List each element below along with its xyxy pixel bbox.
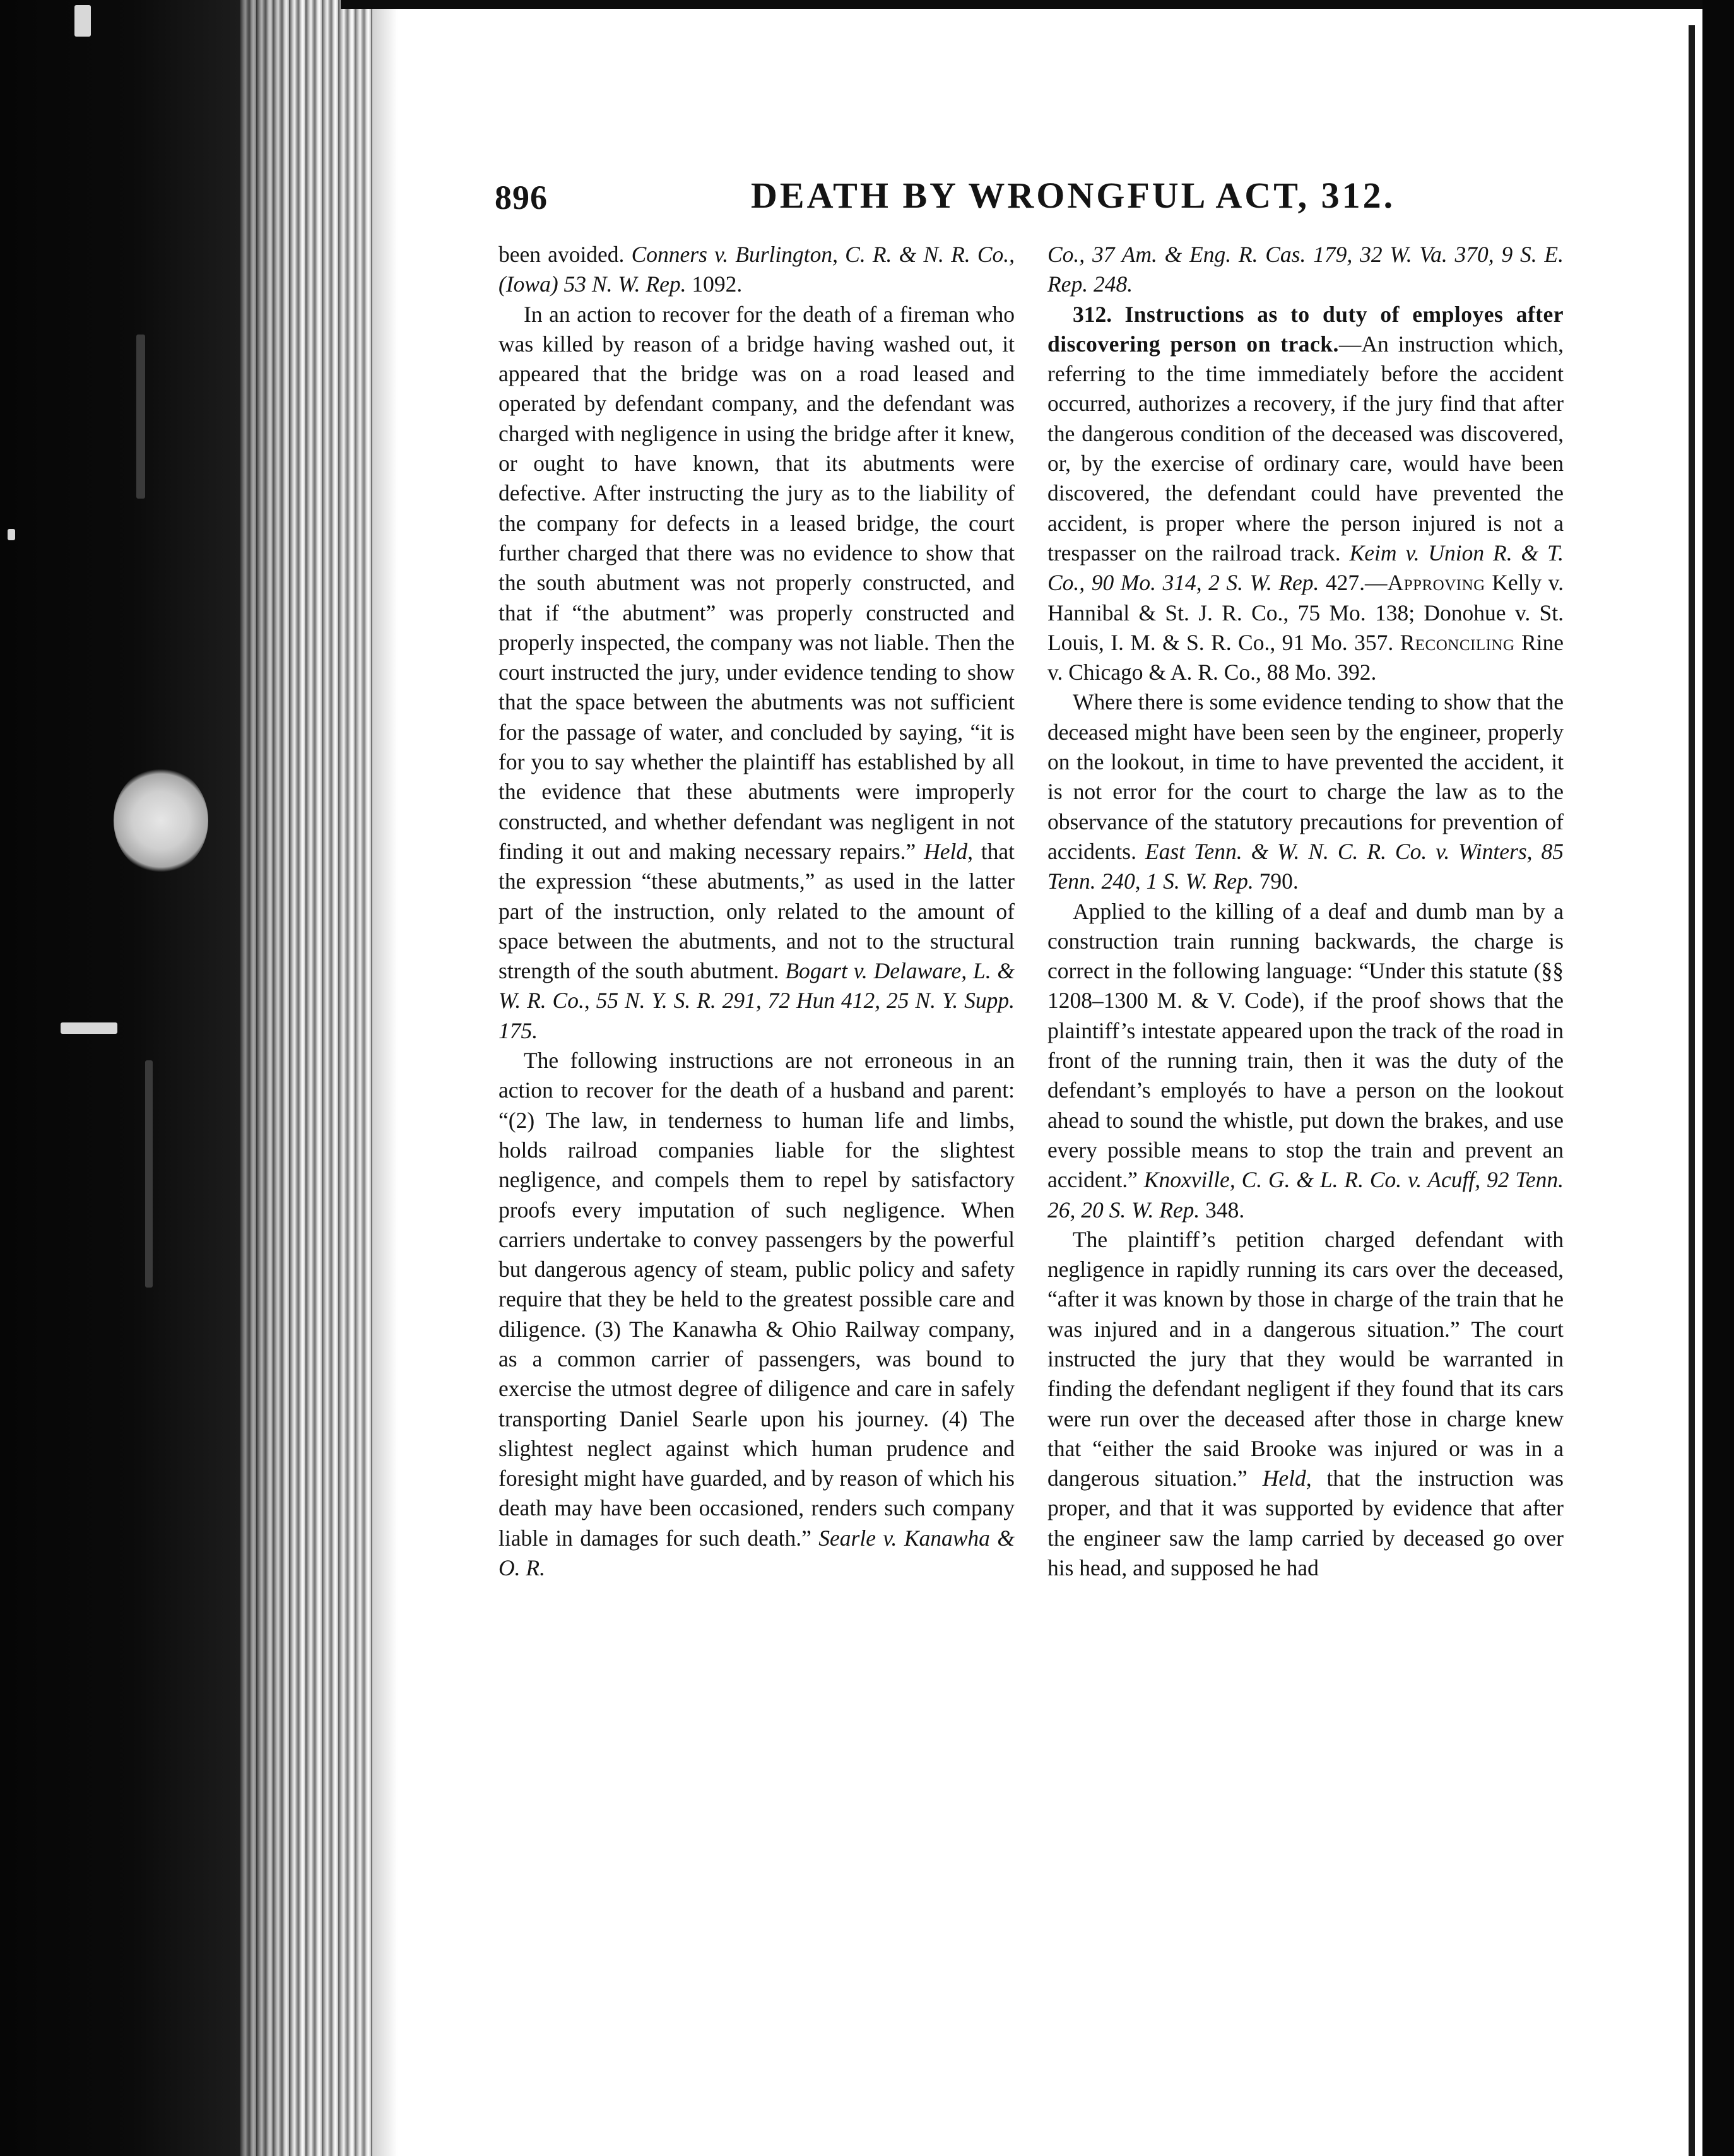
gutter-shadow	[372, 0, 398, 2156]
paragraph	[498, 300, 1015, 1046]
scan-speck	[74, 5, 91, 37]
paragraph-text: Where there is some evidence tending to show that the deceased might have been seen by the engineer, properly on the lookout, in time to have prevented the accident, it is not error for the court to charge the law as to the observance of the statutory precautions for prevention of accidents.	[1047, 689, 1564, 864]
case-citation: Bogart v. Delaware, L. & W. R. Co., 55 N. Y. S. R. 291, 72 Hun 412, 25 N. Y. Supp. 175.	[498, 958, 1015, 1043]
left-column	[498, 240, 1015, 1583]
case-citation: Searle v. Kanawha & O. R.	[498, 1525, 1015, 1581]
held-label: Held,	[924, 838, 973, 864]
top-border	[341, 0, 1734, 9]
right-column	[1047, 240, 1564, 1583]
case-citation: Co., 37 Am. & Eng. R. Cas. 179, 32 W. Va. 370, 9 S. E. Rep. 248.	[1047, 242, 1564, 297]
page-number: 896	[495, 179, 548, 216]
scan-speck	[61, 1022, 117, 1034]
paragraph-text: 790.	[1253, 868, 1299, 894]
paragraph-text: In an action to recover for the death of a fireman who was killed by reason of a bridge having washed out, it appeared that the bridge was on a road leased and operated by defendant company, and the defendant was charged with negligence in using the bridge after it knew, or ought to have known, that its abutments were defective. After instructing the jury as to the liability of the company for defects in a leased bridge, the court further charged that there was no evidence to show that the south abutment was not properly constructed, and that if “the abutment” was properly constructed and properly inspected, the company was not liable. Then the court instructed the jury, under evidence tending to show that the space between the abutments was not sufficient for the passage of water, and concluded by saying, “it is for you to say whether the plaintiff has established by all the evidence that these abutments were improperly constructed, and whether defendant was negligent in not finding it out and making necessary repairs.”	[498, 301, 1015, 864]
paragraph	[1047, 1225, 1564, 1584]
approving-label: Approving	[1387, 570, 1485, 596]
right-border	[1702, 0, 1734, 2156]
reconciling-label: Reconciling	[1400, 629, 1515, 655]
scan-speck	[136, 335, 145, 499]
running-title: DEATH BY WRONGFUL ACT, 312.	[751, 175, 1396, 216]
section-number: 312.	[1073, 301, 1112, 327]
paragraph-text: Rine v. Chicago & A. R. Co., 88 Mo. 392.	[1047, 629, 1564, 685]
paragraph-text: that the instruction was proper, and that it was supported by evidence that after the engineer saw the lamp carried by deceased go over his head, and supposed he had	[1047, 1466, 1564, 1581]
paper-blot	[114, 767, 208, 874]
paragraph-text: —An instruction which, referring to the time immediately before the accident occurred, authorizes a recovery, if the jury find that after the dangerous condition of the deceased was discovered, or, by the exercise of ordinary care, would have been discovered, the defendant could have prevented the accident, is proper where the person injured is not a trespasser on the railroad track.	[1047, 331, 1564, 566]
paragraph-text: 348.	[1200, 1197, 1245, 1223]
case-citation: Knoxville, C. G. & L. R. Co. v. Acuff, 92 Tenn. 26, 20 S. W. Rep.	[1047, 1167, 1564, 1223]
paragraph-text: The plaintiff’s petition charged defendant with negligence in rapidly running its cars over the deceased, “after it was known by those in charge of the train that he was injured and in a dangerous situation.” The court instructed the jury that they would be warranted in finding the defendant negligent if they found that its cars were run over the deceased after those in charge knew that “either the said Brooke was injured or was in a dangerous situation.”	[1047, 1226, 1564, 1491]
paragraph-text: Applied to the killing of a deaf and dumb man by a construction train running backwards, the charge is correct in the following language: “Under this statute (§§ 1208–1300 M. & V. Code), if the proof shows that the plaintiff’s intestate appeared upon the track of the road in front of the running train, then it was the duty of the defendant’s employés to have a person on the lookout ahead to sound the whistle, put down the brakes, and use every possible means to stop the train and prevent an accident.”	[1047, 898, 1564, 1193]
right-border-line	[1689, 25, 1695, 2156]
case-citation: Conners v. Burlington, C. R. & N. R. Co., (Iowa) 53 N. W. Rep.	[498, 242, 1015, 297]
paragraph-text: The following instructions are not erroneous in an action to recover for the death of a husband and parent: “(2) The law, in tenderness to human life and limbs, holds railroad companies liable for the slightest negligence, and compels them to repel by satisfactory proofs every imputation of such negligence. When carriers undertake to convey passengers by the powerful but dangerous agency of steam, public policy and safety require that they be held to the greatest possible care and diligence. (3) The Kanawha & Ohio Railway company, as a common carrier of passengers, was bound to exercise the utmost degree of diligence and care in safely transporting Daniel Searle upon his journey. (4) The slightest neglect against which human prudence and foresight might have guarded, and by reason of which his death may have been occasioned, renders such company liable in damages for such death.”	[498, 1048, 1015, 1551]
paragraph	[498, 240, 1015, 300]
paragraph	[1047, 240, 1564, 300]
paragraph	[1047, 897, 1564, 1225]
paragraph-text: Kelly v. Hannibal & St. J. R. Co., 75 Mo. 138; Donohue v. St. Louis, I. M. & S. R. Co., 91 Mo. 357.	[1047, 570, 1564, 655]
book-page-edges	[240, 0, 372, 2156]
case-citation: East Tenn. & W. N. C. R. Co. v. Winters, 85 Tenn. 240, 1 S. W. Rep.	[1047, 838, 1564, 894]
held-label: Held,	[1262, 1466, 1312, 1491]
scanner-background	[0, 0, 240, 2156]
section-title: Instructions as to duty of employes after discovering person on track.	[1047, 301, 1564, 357]
paragraph	[498, 1046, 1015, 1583]
paragraph-text: 427.—	[1319, 570, 1388, 596]
case-citation: Keim v. Union R. & T. Co., 90 Mo. 314, 2 S. W. Rep.	[1047, 540, 1564, 596]
paragraph-text: 1092.	[686, 271, 743, 297]
scan-speck	[145, 1060, 153, 1288]
paragraph-text: that the expression “these abutments,” as used in the latter part of the instruction, only related to the amount of space between the abutments, and not to the structural strength of the south abutment.	[498, 838, 1015, 984]
paragraph-text: been avoided.	[498, 242, 632, 267]
paragraph	[1047, 687, 1564, 896]
scan-speck	[8, 529, 15, 540]
section-paragraph	[1047, 300, 1564, 688]
